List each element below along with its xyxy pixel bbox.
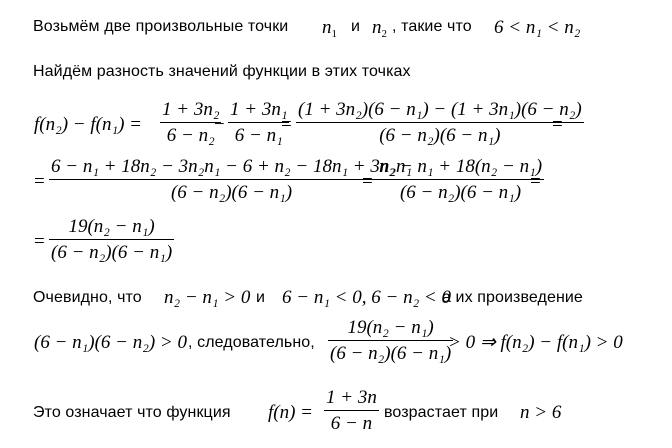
eq1-fraction-3: (1 + 3n₂)(6 − n₁) − (1 + 3n₁)(6 − n₂) (6 − n₂)(6 − n₁) [298,99,582,146]
line4-fraction: 19(n₂ − n₁) (6 − n₂)(6 − n₁) [330,317,452,364]
eq2-tail-equals: = [530,171,541,192]
intro-text: Возьмём две произвольные точки [33,18,289,35]
product-text: а их произведение [442,289,583,306]
condition-expression: 6 < n₁ < n₂ [494,17,581,38]
obviously-text: Очевидно, что [33,289,142,306]
eq1-tail-equals: = [552,114,563,135]
function-fraction: 1 + 3n 6 − n [326,387,377,434]
eq2-fraction-1: 6 − n₁ + 18n₂ − 3n₂n₁ − 6 + n₂ − 18n₁ + 3n₂n₁ (6 − n₂)(6 − n₁) [51,156,413,203]
line3-conjunction: и [256,289,266,306]
eq3-lead-equals: = [34,231,45,252]
eq1-minus: − [214,114,225,135]
line4-product-expr: (6 − n₁)(6 − n₂) > 0 [34,332,187,353]
difference-text: Найдём разность значений функции в этих точках [33,63,411,80]
eq1-lhs: f(n₂) − f(n₁) = [34,114,142,135]
eq1-fraction-2: 1 + 3n₁ 6 − n₁ [230,99,288,146]
var-n2: $n_2$ [372,17,387,40]
eq2-equals: = [362,171,373,192]
line4-conclusion: > 0 ⇒ f(n₂) − f(n₁) > 0 [448,332,623,353]
conjunction-and: и [351,18,361,35]
eq3-fraction: 19(n₂ − n₁) (6 − n₂)(6 − n₁) [51,216,173,263]
var-n1: $n_1$ [322,17,337,40]
final-condition: n > 6 [520,402,562,423]
such-that-text: , такие что [392,18,472,35]
eq2-lead-equals: = [34,171,45,192]
consequently-text: , следовательно, [188,334,315,351]
means-text: Это означает что функция [33,404,231,421]
eq2-fraction-2: n₂ − n₁ + 18(n₂ − n₁) (6 − n₂)(6 − n₁) [379,156,543,203]
eq1-fraction-1: 1 + 3n₂ 6 − n₂ [162,99,220,146]
eq1-equals: = [281,114,292,135]
line3-expr-2: 6 − n₁ < 0, 6 − n₂ < 0 [282,287,451,308]
increases-text: возрастает при [384,404,499,421]
function-lhs: f(n) = [268,402,314,423]
line3-expr-1: n₂ − n₁ > 0 [164,287,251,308]
